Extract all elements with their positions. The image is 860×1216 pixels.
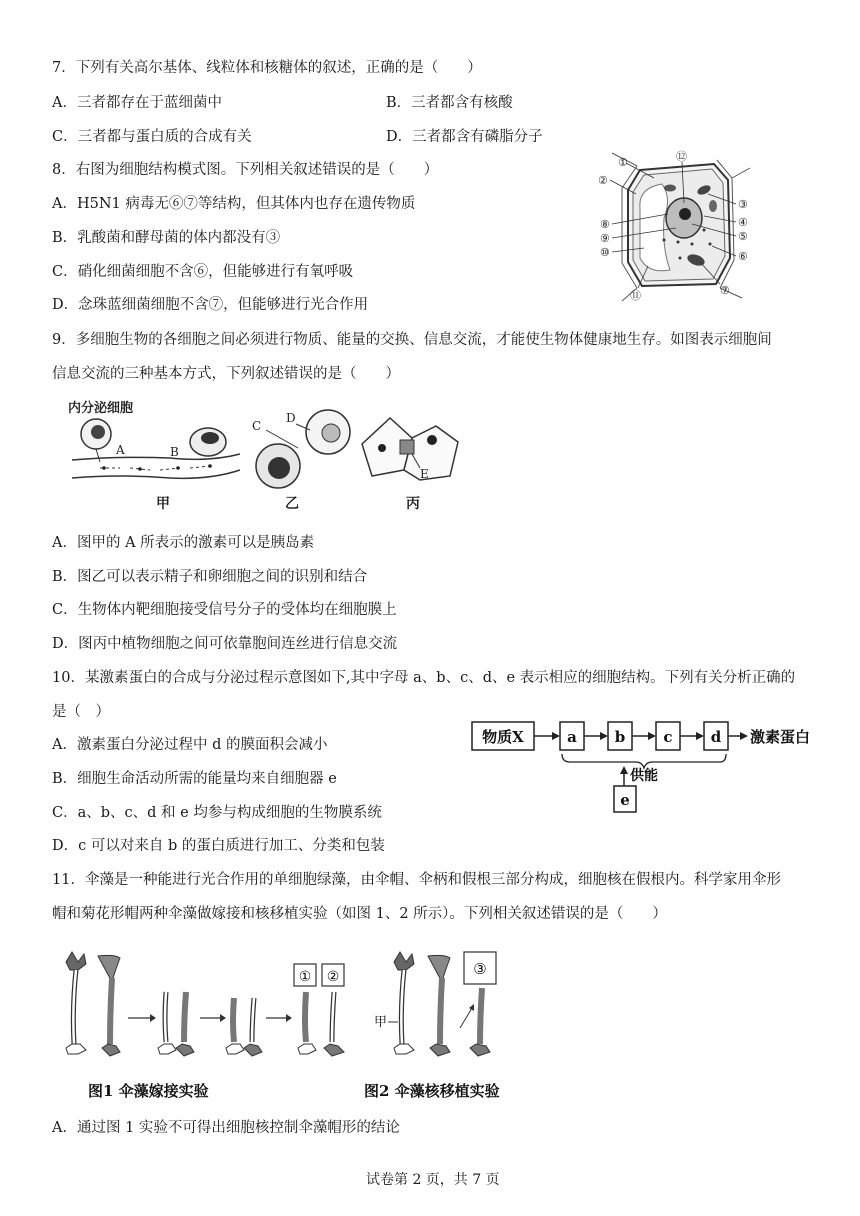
fig2-box-3: ③ <box>473 960 487 978</box>
q9-stem-line1: 9．多细胞生物的各细胞之间必须进行物质、能量的交换、信息交流，才能使生物体健康地生存。如图表示细胞间 <box>52 332 772 348</box>
q8-option-c[interactable]: C．硝化细菌细胞不含⑥，但能够进行有氧呼吸 <box>52 264 354 280</box>
q10-stem-line1: 10．某激素蛋白的合成与分泌过程示意图如下,其中字母 a、b、c、d、e 表示相应的细胞结构。下列有关分析正确的 <box>52 670 796 686</box>
cell-label-2: ② <box>598 174 608 187</box>
flow-energy-source: e <box>620 791 630 809</box>
page-footer: 试卷第 2 页，共 7 页 <box>366 1172 500 1188</box>
endocrine-cell-label: 内分泌细胞 <box>68 401 134 416</box>
plant-cell-figure <box>592 148 752 303</box>
signal-c-label: C <box>252 419 262 433</box>
flow-energy-label: 供能 <box>630 768 658 784</box>
cell-label-3: ③ <box>738 198 748 211</box>
q9-stem-line2: 信息交流的三种基本方式，下列叙述错误的是（ ） <box>52 366 400 382</box>
q7-stem: 7．下列有关高尔基体、线粒体和核糖体的叙述，正确的是（ ） <box>52 60 482 76</box>
acetabularia-figures <box>58 948 528 1104</box>
caption-bing: 丙 <box>406 496 420 512</box>
q9-option-d[interactable]: D．图丙中植物细胞之间可依靠胞间连丝进行信息交流 <box>52 636 398 652</box>
caption-jia: 甲 <box>156 496 170 512</box>
q9-option-a[interactable]: A．图甲的 A 所表示的激素可以是胰岛素 <box>52 535 315 551</box>
caption-yi: 乙 <box>285 496 299 512</box>
q11-option-a[interactable]: A．通过图 1 实验不可得出细胞核控制伞藻帽形的结论 <box>52 1120 400 1136</box>
q11-stem-line1: 11．伞藻是一种能进行光合作用的单细胞绿藻，由伞帽、伞柄和假根三部分构成，细胞核在假根内。科学家用伞形 <box>52 872 781 888</box>
cell-label-11: ⑪ <box>630 289 641 302</box>
cell-label-1: ① <box>618 156 628 169</box>
q8-option-b[interactable]: B．乳酸菌和酵母菌的体内都没有③ <box>52 230 281 246</box>
q11-stem-line2: 帽和菊花形帽两种伞藻做嫁接和核移植实验（如图 1、2 所示）。下列相关叙述错误的是（ ） <box>52 906 667 922</box>
q10-stem-line2: 是（ ） <box>52 704 110 720</box>
cell-label-7: ⑦ <box>720 284 730 297</box>
cell-label-12: ⑫ <box>676 150 687 163</box>
q9-option-c[interactable]: C．生物体内靶细胞接受信号分子的受体均在细胞膜上 <box>52 602 397 618</box>
cell-label-5: ⑤ <box>738 230 748 243</box>
q10-option-b[interactable]: B．细胞生命活动所需的能量均来自细胞器 e <box>52 771 337 787</box>
fig2-transplant-panel <box>364 952 500 1100</box>
flow-node-c: c <box>663 728 673 746</box>
fig1-box-1: ① <box>298 969 312 985</box>
q8-stem: 8．右图为细胞结构模式图。下列相关叙述错误的是（ ） <box>52 162 439 178</box>
q7-option-b[interactable]: B．三者都含有核酸 <box>386 95 513 111</box>
signal-b-label: B <box>170 445 179 459</box>
fig2-label-jia: 甲 <box>374 1015 388 1030</box>
q10-option-c[interactable]: C．a、b、c、d 和 e 均参与构成细胞的生物膜系统 <box>52 805 382 821</box>
signal-a-label: A <box>116 443 125 457</box>
flow-start: 物质X <box>482 728 524 746</box>
flow-end: 激素蛋白 <box>750 728 811 746</box>
fig1-caption: 图1 伞藻嫁接实验 <box>88 1082 209 1100</box>
q7-option-a[interactable]: A．三者都存在于蓝细菌中 <box>52 95 222 111</box>
q8-option-a[interactable]: A．H5N1 病毒无⑥⑦等结构，但其体内也存在遗传物质 <box>52 196 416 212</box>
signal-e-label: E <box>420 467 429 481</box>
flow-node-d: d <box>710 728 722 746</box>
q7-option-c[interactable]: C．三者都与蛋白质的合成有关 <box>52 129 252 145</box>
cell-signaling-figure <box>60 396 480 520</box>
cell-label-8: ⑧ <box>600 218 610 231</box>
signal-d-label: D <box>286 411 296 425</box>
q8-option-d[interactable]: D．念珠蓝细菌细胞不含⑦，但能够进行光合作用 <box>52 297 369 313</box>
cell-label-10: ⑩ <box>600 246 610 259</box>
q10-option-a[interactable]: A．激素蛋白分泌过程中 d 的膜面积会减小 <box>52 737 328 753</box>
fig1-graft-panel <box>66 952 344 1100</box>
flow-node-a: a <box>567 728 577 746</box>
fig2-caption: 图2 伞藻核移植实验 <box>364 1082 500 1100</box>
cell-label-6: ⑥ <box>738 250 748 263</box>
protein-secretion-flow <box>470 718 820 818</box>
cell-label-9: ⑨ <box>600 232 610 245</box>
cell-label-4: ④ <box>738 216 748 229</box>
q9-option-b[interactable]: B．图乙可以表示精子和卵细胞之间的识别和结合 <box>52 569 368 585</box>
fig1-box-2: ② <box>326 969 340 985</box>
q7-option-d[interactable]: D．三者都含有磷脂分子 <box>386 129 543 145</box>
flow-node-b: b <box>614 728 626 746</box>
q10-option-d[interactable]: D．c 可以对来自 b 的蛋白质进行加工、分类和包装 <box>52 838 385 854</box>
